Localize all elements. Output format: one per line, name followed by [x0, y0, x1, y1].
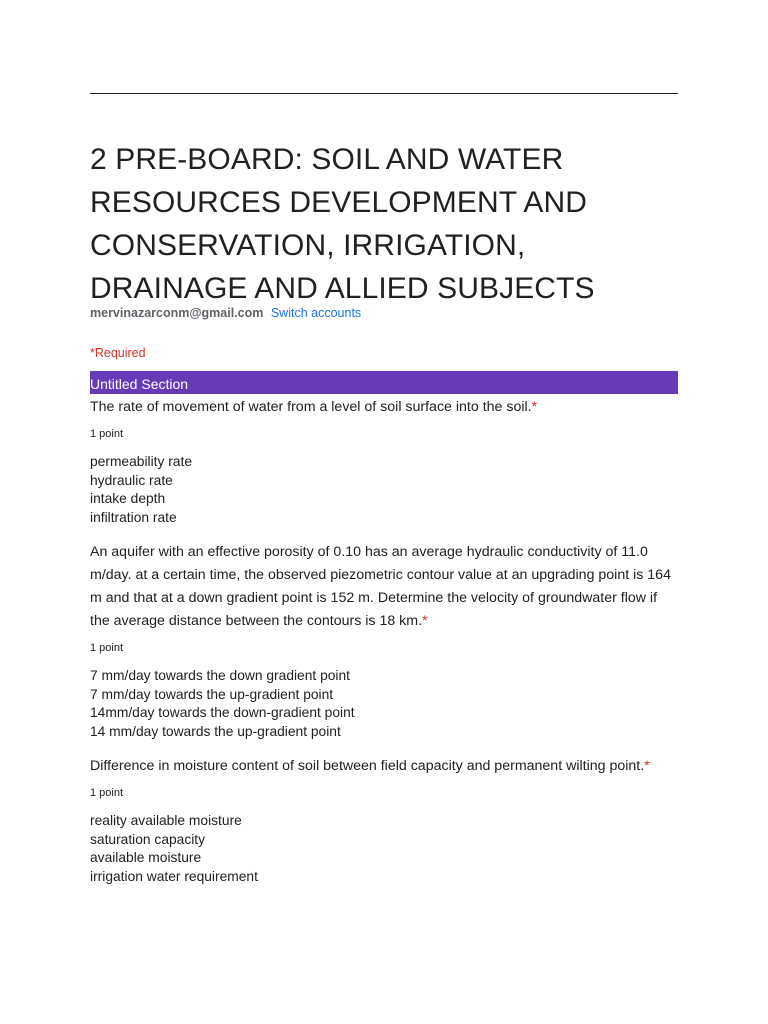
question-2-text: An aquifer with an effective porosity of 0.10 has an average hydraulic conductivity of 11.0 m/day. at a certain time, the observed piezometric contour value at an upgrading point is 164 m and that at a down gradient point is 152 m. Determine the velocity of groundwater flow if the average distance between the contours is 18 km.	[90, 544, 671, 629]
section-header: Untitled Section	[90, 371, 678, 394]
answer-options	[90, 667, 678, 742]
answer-option[interactable]: 7 mm/day towards the down gradient point	[90, 668, 350, 683]
question-points: 1 point	[90, 428, 124, 440]
answer-options	[90, 812, 678, 887]
answer-option[interactable]: reality available moisture	[90, 813, 242, 828]
account-email: mervinazarconm@gmail.com	[90, 306, 264, 320]
question-text	[90, 396, 678, 419]
question-2	[90, 541, 678, 742]
answer-option[interactable]: infiltration rate	[90, 510, 177, 526]
question-3	[90, 755, 678, 887]
answer-option[interactable]: irrigation water requirement	[90, 869, 258, 885]
answer-option[interactable]: intake depth	[90, 491, 166, 507]
answer-options	[90, 453, 678, 528]
answer-option[interactable]: 14mm/day towards the down-gradient point	[90, 705, 355, 721]
account-row	[90, 305, 361, 321]
switch-accounts-link[interactable]: Switch accounts	[270, 306, 362, 320]
question-text	[90, 541, 678, 633]
answer-option[interactable]: hydraulic rate	[90, 472, 173, 488]
question-1	[90, 396, 678, 528]
required-asterisk: *	[644, 758, 650, 774]
required-note: *Required	[90, 346, 146, 360]
question-3-text: Difference in moisture content of soil between field capacity and permanent wilting point.	[90, 758, 645, 774]
form-title: 2 PRE-BOARD: SOIL AND WATER RESOURCES DEVELOPMENT AND CONSERVATION, IRRIGATION, DRAINAGE AND ALLIED SUBJECTS	[90, 143, 595, 305]
answer-option[interactable]: permeability rate	[90, 454, 192, 469]
question-points: 1 point	[90, 787, 124, 799]
answer-option[interactable]: saturation capacity	[90, 831, 206, 847]
question-points: 1 point	[90, 642, 124, 654]
question-1-text: The rate of movement of water from a level of soil surface into the soil.	[90, 399, 532, 415]
answer-option[interactable]: available moisture	[90, 850, 202, 866]
question-text	[90, 755, 678, 778]
required-asterisk: *	[422, 613, 428, 629]
top-divider	[90, 93, 678, 94]
required-asterisk: *	[531, 399, 538, 415]
answer-option[interactable]: 14 mm/day towards the up-gradient point	[90, 724, 341, 740]
answer-option[interactable]: 7 mm/day towards the up-gradient point	[90, 686, 334, 702]
